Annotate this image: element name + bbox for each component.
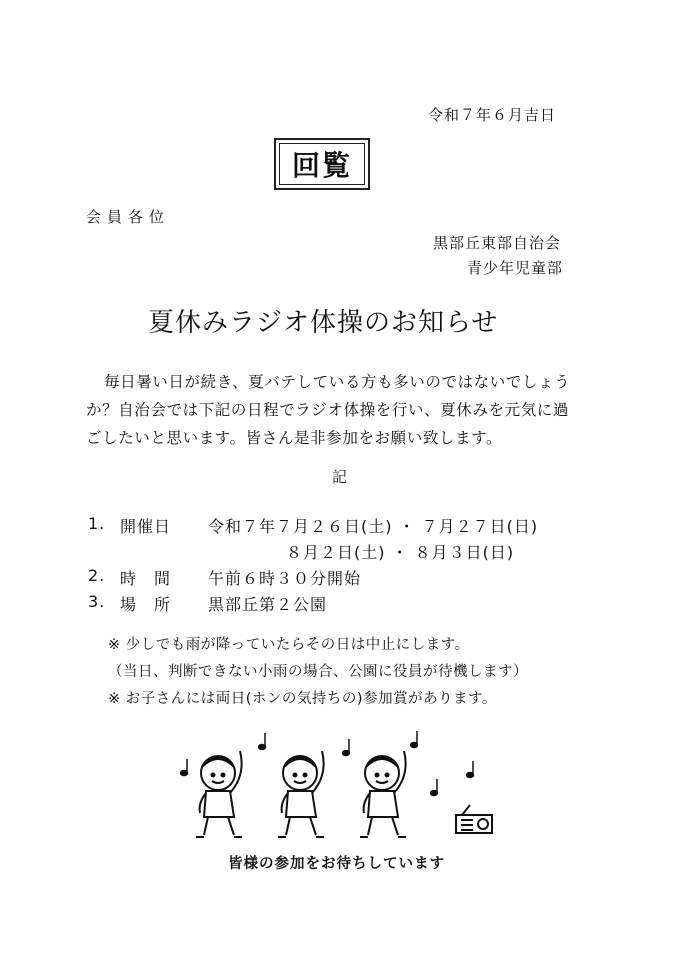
schedule-item-date-2: [286, 540, 514, 563]
body-line-2: か？自治会では下記の日程でラジオ体操を行い、夏休みを元気に過: [86, 401, 570, 419]
note-rain: ※ 少しでも雨が降っていたらその日は中止にします。: [108, 637, 470, 653]
schedule-value: ８月２日(土) ・ ８月３日(日): [286, 543, 515, 562]
body-line-3: ごしたいと思います。皆さん是非参加をお願い致します。: [86, 429, 503, 447]
department-name: 青少年児童部: [467, 259, 564, 277]
schedule-value: 令和７年７月２６日(土) ・ ７月２７日(日): [208, 517, 539, 536]
schedule-value: 黒部丘第２公園: [208, 595, 328, 614]
notes: [108, 632, 528, 713]
schedule-item-time: [88, 566, 568, 588]
child-exercising-icon: [196, 751, 242, 837]
note-prize: ※ お子さんには両日(ホンの気持ちの)参加賞があります。: [108, 691, 497, 707]
schedule-label: 場 所: [120, 595, 172, 614]
schedule-item-place: [88, 592, 568, 614]
schedule-num: 3.: [88, 592, 106, 611]
notice-title: 夏休みラジオ体操のお知らせ: [148, 308, 499, 338]
kairan-label: 回覧: [279, 143, 365, 185]
child-exercising-icon: [278, 751, 324, 837]
child-exercising-icon: [360, 751, 406, 837]
closing-message: 皆様の参加をお待ちしています: [228, 856, 445, 872]
schedule-num: 1.: [88, 514, 106, 533]
schedule-value: 午前６時３０分開始: [208, 569, 362, 588]
exercise-illustration: [170, 725, 510, 845]
kairan-stamp: [274, 138, 370, 190]
radio-icon: [456, 805, 492, 833]
recipients: 会員各位: [86, 208, 171, 226]
schedule-label: 開催日: [120, 517, 172, 536]
issue-date: 令和７年６月吉日: [428, 106, 557, 124]
ki-heading: 記: [332, 468, 348, 486]
note-drizzle: （当日、判断できない小雨の場合、公園に役員が待機します）: [108, 664, 528, 680]
schedule-label: 時 間: [120, 569, 172, 588]
schedule-item-date: [88, 514, 568, 536]
schedule-num: 2.: [88, 566, 106, 585]
body-paragraph: [86, 368, 606, 452]
organization-name: 黒部丘東部自治会: [433, 234, 562, 252]
body-line-1: 毎日暑い日が続き、夏バテしている方も多いのではないでしょう: [104, 373, 571, 391]
